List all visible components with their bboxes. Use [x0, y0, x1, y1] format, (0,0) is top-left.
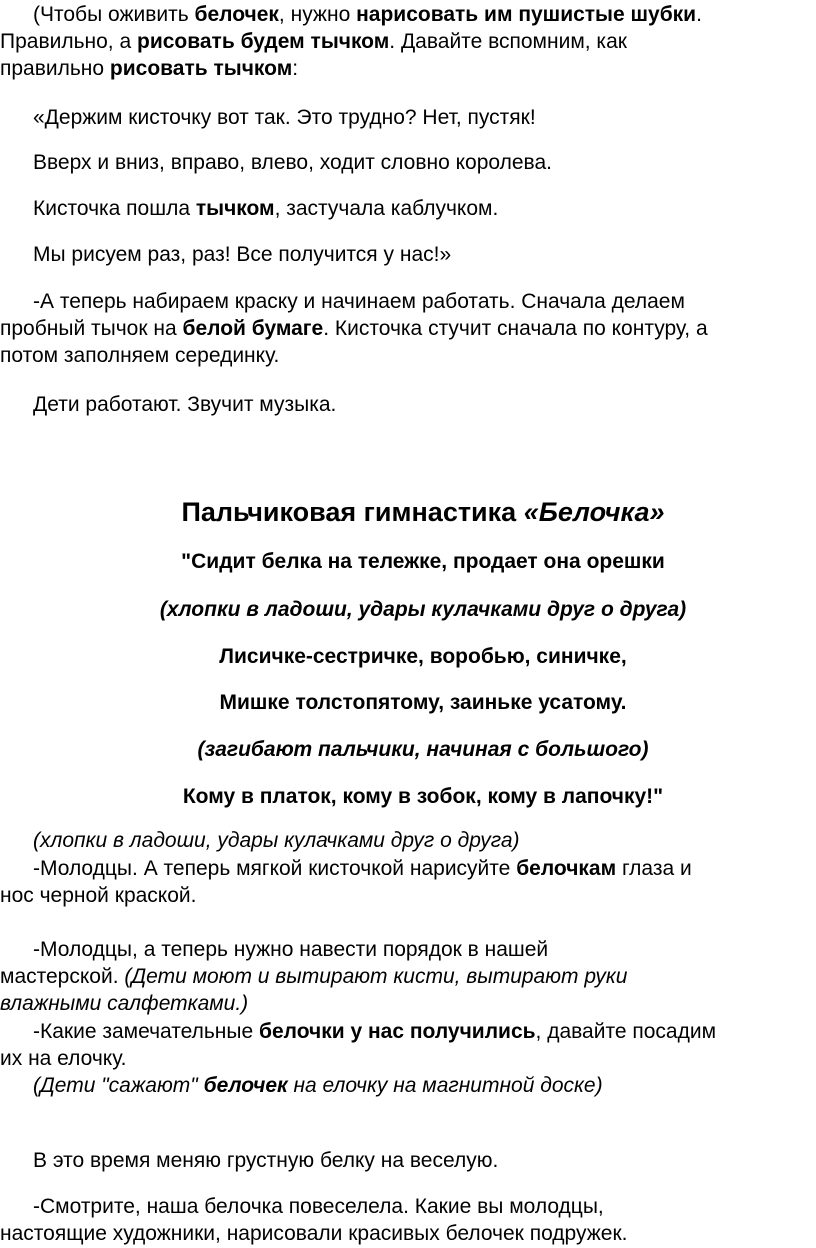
text-run: мастерской. — [0, 965, 125, 988]
text-run: , нужно — [278, 3, 357, 26]
text-run-bold: белочек — [194, 3, 279, 26]
work-line-2 — [0, 314, 708, 343]
text-run-bold: тычком — [195, 197, 275, 220]
gymnastics-line-3: Лисичке-сестричке, воробью, синичке, — [219, 645, 627, 668]
verse-line-4: Мы рисуем раз, раз! Все получится у нас!» — [33, 243, 452, 266]
gymnastics-line-6: Кому в платок, кому в зобок, кому в лапочку!" — [182, 785, 664, 808]
work-line-1: -А теперь набираем краску и начинаем работать. Сначала делаем — [33, 290, 685, 313]
text-run: Кисточка пошла — [33, 197, 196, 220]
text-run-italic: (Дети "сажают" — [33, 1074, 204, 1097]
work-line-3: потом заполняем серединку. — [0, 344, 280, 367]
text-run-bold-italic: белочек — [203, 1074, 288, 1097]
intro-line-3 — [0, 54, 298, 83]
text-run-italic: (Дети моют и вытирают кисти, вытирают руки — [124, 965, 628, 988]
gymnastics-line-4: Мишке толстопятому, заиньке усатому. — [219, 691, 627, 714]
text-run-bold: нарисовать им пушистые шубки — [356, 3, 697, 26]
text-run-italic: на елочку на магнитной доске) — [287, 1074, 603, 1097]
text-run-bold: рисовать будем тычком — [137, 30, 390, 53]
text-run: пробный тычок на — [0, 317, 183, 340]
text-run: правильно — [0, 57, 110, 80]
intro-line-2 — [0, 27, 627, 56]
verse-line-3 — [33, 194, 498, 223]
text-run: -Молодцы. А теперь мягкой кисточкой нарисуйте — [33, 857, 517, 880]
text-run: , давайте посадим — [535, 1020, 717, 1043]
text-run: . Кисточка стучит сначала по контуру, а — [323, 317, 708, 340]
text-run: . Давайте вспомним, как — [389, 30, 627, 53]
text-run: Правильно, а — [0, 30, 137, 53]
text-run: глаза и — [616, 857, 692, 880]
after-line-10: В это время меняю грустную белку на веселую. — [33, 1149, 499, 1172]
after-line-4: -Молодцы, а теперь нужно навести порядок в нашей — [33, 938, 549, 961]
gymnastics-line-5: (загибают пальчики, начиная с большого) — [197, 738, 649, 761]
verse-line-2: Вверх и вниз, вправо, влево, ходит словно королева. — [33, 151, 552, 174]
gymnastics-line-1: "Сидит белка на тележке, продает она орешки — [181, 550, 665, 573]
text-run-bold: белой бумаге — [182, 317, 324, 340]
after-line-9 — [33, 1071, 603, 1100]
after-line-5 — [0, 962, 627, 991]
after-line-6: влажными салфетками.) — [0, 992, 249, 1015]
text-run: : — [292, 57, 299, 80]
text-run: , застучала каблучком. — [274, 197, 499, 220]
work-line-4: Дети работают. Звучит музыка. — [33, 393, 337, 416]
verse-line-1: «Держим кисточку вот так. Это трудно? Нет, пустяк! — [33, 106, 536, 129]
after-line-11: -Смотрите, наша белочка повеселела. Какие вы молодцы, — [33, 1195, 604, 1218]
after-line-7 — [33, 1017, 716, 1046]
text-run-bold: рисовать тычком — [109, 57, 293, 80]
gymnastics-line-2: (хлопки в ладоши, удары кулачками друг о друга) — [159, 598, 687, 621]
title-text-italic: «Белочка» — [523, 497, 665, 527]
text-run-bold: белочки у нас получились — [259, 1020, 536, 1043]
section-title — [0, 495, 816, 529]
text-run: . — [696, 3, 702, 26]
after-line-2 — [33, 854, 692, 883]
title-text: Пальчиковая гимнастика — [181, 497, 524, 527]
text-run: (Чтобы оживить — [33, 3, 195, 26]
text-run: -Какие замечательные — [33, 1020, 259, 1043]
after-line-1: (хлопки в ладоши, удары кулачками друг о друга) — [33, 829, 520, 852]
after-line-8: их на елочку. — [0, 1047, 127, 1070]
after-line-12: настоящие художники, нарисовали красивых белочек подружек. — [0, 1222, 628, 1245]
after-line-3: нос черной краской. — [0, 884, 197, 907]
text-run-bold: белочкам — [516, 857, 617, 880]
intro-line-1 — [33, 0, 702, 29]
